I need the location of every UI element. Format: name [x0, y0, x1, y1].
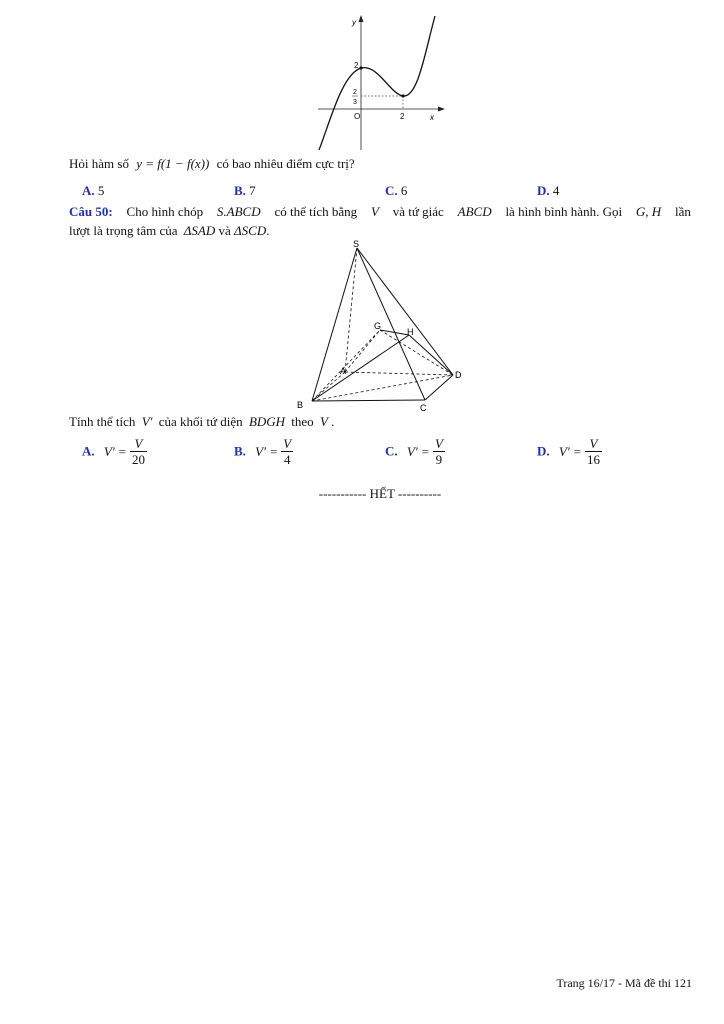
vertex-c: C — [420, 403, 427, 413]
page-footer: Trang 16/17 - Mã đề thi 121 — [556, 976, 692, 990]
fraction: $\frac{V}{16}$ — [586, 436, 600, 467]
end-marker: ----------- HẾT ---------- — [318, 486, 442, 501]
vertex-d: D — [455, 370, 462, 380]
q49-stem: Hỏi hàm số y = f(1 − f(x)) có bao nhiêu điểm cực trị? — [69, 156, 355, 171]
fraction: $\frac{V}{20}$ — [131, 436, 145, 467]
point-g: G — [374, 321, 382, 331]
cubic-curve — [319, 16, 435, 150]
pyramid-figure — [290, 238, 480, 414]
q50-option-c[interactable]: C. V′ = $\frac{V}{9}$ — [385, 436, 443, 467]
q50-stem-line1: Câu 50: Cho hình chóp S.ABCD có thể tích bằng V và tứ giác ABCD là hình bình hành. Gọi G, H lần — [69, 204, 691, 219]
q49-formula: y = f(1 − f(x)) — [136, 156, 210, 171]
x-axis-label: x — [430, 113, 434, 122]
q50-label: Câu 50: — [69, 204, 113, 219]
fraction: $\frac{V}{4}$ — [283, 436, 292, 467]
q50-stem-line2: lượt là trọng tâm của ΔSAD và ΔSCD. — [69, 223, 270, 238]
point-h: H — [407, 327, 414, 337]
vertex-b: B — [297, 400, 304, 410]
function-graph — [310, 12, 450, 152]
y-tick-top: 2 — [354, 61, 359, 70]
q50-option-b[interactable]: B. V′ = $\frac{V}{4}$ — [234, 436, 292, 467]
q49-option-c[interactable]: C. 6 — [385, 183, 408, 198]
q50-option-d[interactable]: D. V′ = $\frac{V}{16}$ — [537, 436, 600, 467]
vertex-s: S — [353, 239, 360, 249]
y-tick-frac-num: 2 — [353, 89, 357, 96]
origin-label: O — [354, 112, 361, 121]
q49-option-a[interactable]: A. 5 — [82, 183, 105, 198]
x-tick-2: 2 — [400, 112, 405, 121]
q49-option-b[interactable]: B. 7 — [234, 183, 256, 198]
vertex-a: A — [340, 366, 347, 376]
q50-ask: Tính thể tích V′ của khối tứ diện BDGH theo V . — [69, 414, 335, 429]
fraction: $\frac{V}{9}$ — [434, 436, 443, 467]
q50-option-a[interactable]: A. V′ = $\frac{V}{20}$ — [82, 436, 145, 467]
y-tick-frac-den: 3 — [353, 99, 357, 106]
y-axis-label: y — [352, 18, 356, 27]
q49-option-d[interactable]: D. 4 — [537, 183, 560, 198]
